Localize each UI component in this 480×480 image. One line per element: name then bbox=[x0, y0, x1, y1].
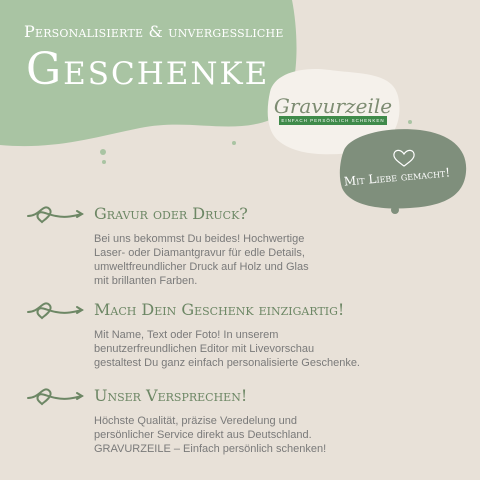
section-text: Bei uns bekommst Du beides! Hochwertige Laser- oder Diamantgravur für edle Details, umweltfreundlicher Druck auf Holz und Glas mit brillanten Farben. bbox=[94, 233, 309, 287]
logo-wordmark: Gravurzeile bbox=[273, 94, 393, 118]
heart-swirl-icon bbox=[26, 300, 86, 322]
stamp-label: Mit Liebe gemacht! bbox=[343, 165, 451, 189]
section-title: Gravur oder Druck? bbox=[94, 204, 248, 223]
logo bbox=[268, 72, 398, 158]
header-subtitle: Personalisierte & unvergessliche bbox=[24, 22, 284, 41]
section-text: Mit Name, Text oder Foto! In unserem benutzerfreundlichen Editor mit Livevorschau gestaltest Du ganz einfach personalisierte Geschenke. bbox=[94, 329, 360, 369]
section-title: Unser Versprechen! bbox=[94, 386, 248, 405]
heart-swirl-icon bbox=[26, 204, 86, 226]
logo-tagline: EINFACH PERSÖNLICH SCHENKEN bbox=[281, 118, 385, 123]
section-text: Höchste Qualität, präzise Veredelung und persönlicher Service direkt aus Deutschland. GRAVURZEILE – Einfach persönlich schenken! bbox=[94, 415, 327, 455]
section-title: Mach Dein Geschenk einzigartig! bbox=[94, 300, 345, 319]
header-title: Geschenke bbox=[26, 44, 270, 95]
heart-swirl-icon bbox=[26, 386, 86, 408]
